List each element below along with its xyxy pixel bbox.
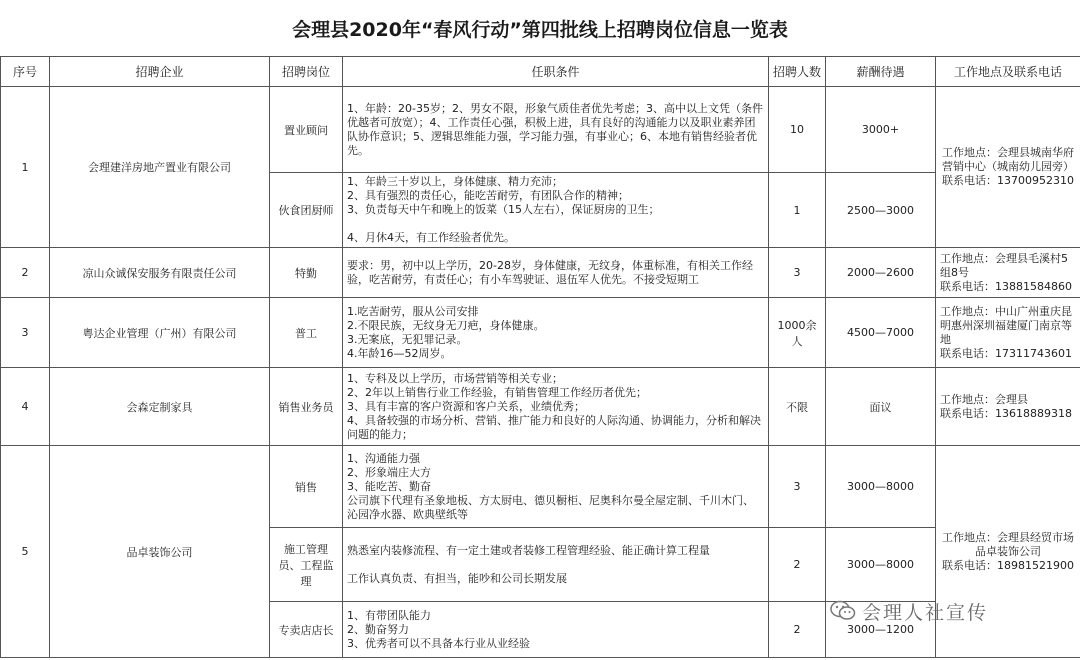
header-company: 招聘企业 (50, 57, 270, 87)
header-salary: 薪酬待遇 (826, 57, 936, 87)
watermark-text: 会理人社宣传 (862, 601, 989, 624)
requirements-cell: 1、专科及以上学历，市场营销等相关专业； 2、2年以上销售行业工作经验，有销售管理工作经历者优先； 3、具有丰富的客户资源和客户关系，业绩优秀； 4、具备较强的市场分析、营销、推广能力和良好的人际沟通、协调能力，分析和解决问题的能力； (343, 368, 769, 446)
table-row (1, 446, 1080, 528)
header-row (1, 57, 1080, 87)
salary-cell: 4500—7000 (826, 298, 936, 368)
salary-cell: 2000—2600 (826, 248, 936, 298)
requirements-cell: 要求：男，初中以上学历，20-28岁，身体健康，无纹身，体重标准，有相关工作经验，吃苦耐劳，有责任心；有小车驾驶证、退伍军人优先。不接受短期工 (343, 248, 769, 298)
requirements-cell: 熟悉室内装修流程、有一定土建或者装修工程管理经验、能正确计算工程量 工作认真负责、有担当，能吵和公司长期发展 (343, 528, 769, 602)
salary-cell: 2500—3000 (826, 173, 936, 248)
watermark (830, 598, 1070, 624)
table-row (1, 248, 1080, 298)
seq-cell: 3 (1, 298, 50, 368)
seq-cell: 2 (1, 248, 50, 298)
company-cell: 粤达企业管理（广州）有限公司 (50, 298, 270, 368)
contact-cell: 工作地点：会理县经贸市场品卓装饰公司 联系电话：18981521900 (936, 446, 1080, 658)
count-cell: 1000余人 (769, 298, 826, 368)
contact-cell: 工作地点：会理县城南华府营销中心（城南幼儿园旁） 联系电话：13700952310 (936, 87, 1080, 248)
requirements-cell: 1、年龄三十岁以上，身体健康、精力充沛； 2、具有强烈的责任心，能吃苦耐劳，有团队合作的精神； 3、负责每天中午和晚上的饭菜（15人左右），保证厨房的卫生； 4、月休4天，有工作经验者优先。 (343, 173, 769, 248)
seq-cell: 5 (1, 446, 50, 658)
count-cell: 3 (769, 446, 826, 528)
count-cell: 不限 (769, 368, 826, 446)
contact-cell: 工作地点：会理县毛溪村5组8号 联系电话：13881584860 (936, 248, 1080, 298)
position-cell: 销售 (270, 446, 343, 528)
seq-cell: 4 (1, 368, 50, 446)
requirements-cell: 1、沟通能力强 2、形象端庄大方 3、能吃苦、勤奋 公司旗下代理有圣象地板、方太厨电、德贝橱柜、尼奥科尔曼全屋定制、千川木门、沁园净水器、欧典壁纸等 (343, 446, 769, 528)
seq-cell: 1 (1, 87, 50, 248)
position-cell: 特勤 (270, 248, 343, 298)
salary-cell: 3000+ (826, 87, 936, 173)
position-cell: 施工管理员、工程监理 (270, 528, 343, 602)
page-title: 会理县2020年“春风行动”第四批线上招聘岗位信息一览表 (0, 0, 1080, 57)
company-cell: 凉山众诚保安服务有限责任公司 (50, 248, 270, 298)
table-row (1, 298, 1080, 368)
company-cell: 会森定制家具 (50, 368, 270, 446)
count-cell: 2 (769, 528, 826, 602)
position-cell: 销售业务员 (270, 368, 343, 446)
header-seq: 序号 (1, 57, 50, 87)
table-row (1, 87, 1080, 173)
position-cell: 专卖店店长 (270, 602, 343, 658)
salary-cell: 3000—8000 (826, 446, 936, 528)
contact-cell: 工作地点：中山广州重庆昆明惠州深圳福建厦门南京等地 联系电话：17311743601 (936, 298, 1080, 368)
company-cell: 品卓装饰公司 (50, 446, 270, 658)
position-cell: 普工 (270, 298, 343, 368)
header-location: 工作地点及联系电话 (936, 57, 1080, 87)
requirements-cell: 1、有带团队能力 2、勤奋努力 3、优秀者可以不具备本行业从业经验 (343, 602, 769, 658)
salary-cell: 3000—8000 (826, 528, 936, 602)
count-cell: 10 (769, 87, 826, 173)
requirements-cell: 1.吃苦耐劳，服从公司安排 2.不限民族，无纹身无刀疤，身体健康。 3.无案底，无犯罪记录。 4.年龄16—52周岁。 (343, 298, 769, 368)
salary-cell: 3000—1200 (826, 602, 936, 658)
job-table (0, 56, 1080, 658)
header-requirements: 任职条件 (343, 57, 769, 87)
wechat-icon (830, 600, 856, 622)
header-position: 招聘岗位 (270, 57, 343, 87)
position-cell: 置业顾问 (270, 87, 343, 173)
company-cell: 会理建洋房地产置业有限公司 (50, 87, 270, 248)
count-cell: 2 (769, 602, 826, 658)
count-cell: 3 (769, 248, 826, 298)
table-row (1, 368, 1080, 446)
salary-cell: 面议 (826, 368, 936, 446)
position-cell: 伙食团厨师 (270, 173, 343, 248)
count-cell: 1 (769, 173, 826, 248)
header-count: 招聘人数 (769, 57, 826, 87)
requirements-cell: 1、年龄：20-35岁；2、男女不限，形象气质佳者优先考虑；3、高中以上文凭（条件优越者可放宽）；4、工作责任心强，积极上进，具有良好的沟通能力以及职业素养团队协作意识；5、逻辑思维能力强，学习能力强，有事业心；6、本地有销售经验者优先。 (343, 87, 769, 173)
contact-cell: 工作地点：会理县 联系电话：13618889318 (936, 368, 1080, 446)
